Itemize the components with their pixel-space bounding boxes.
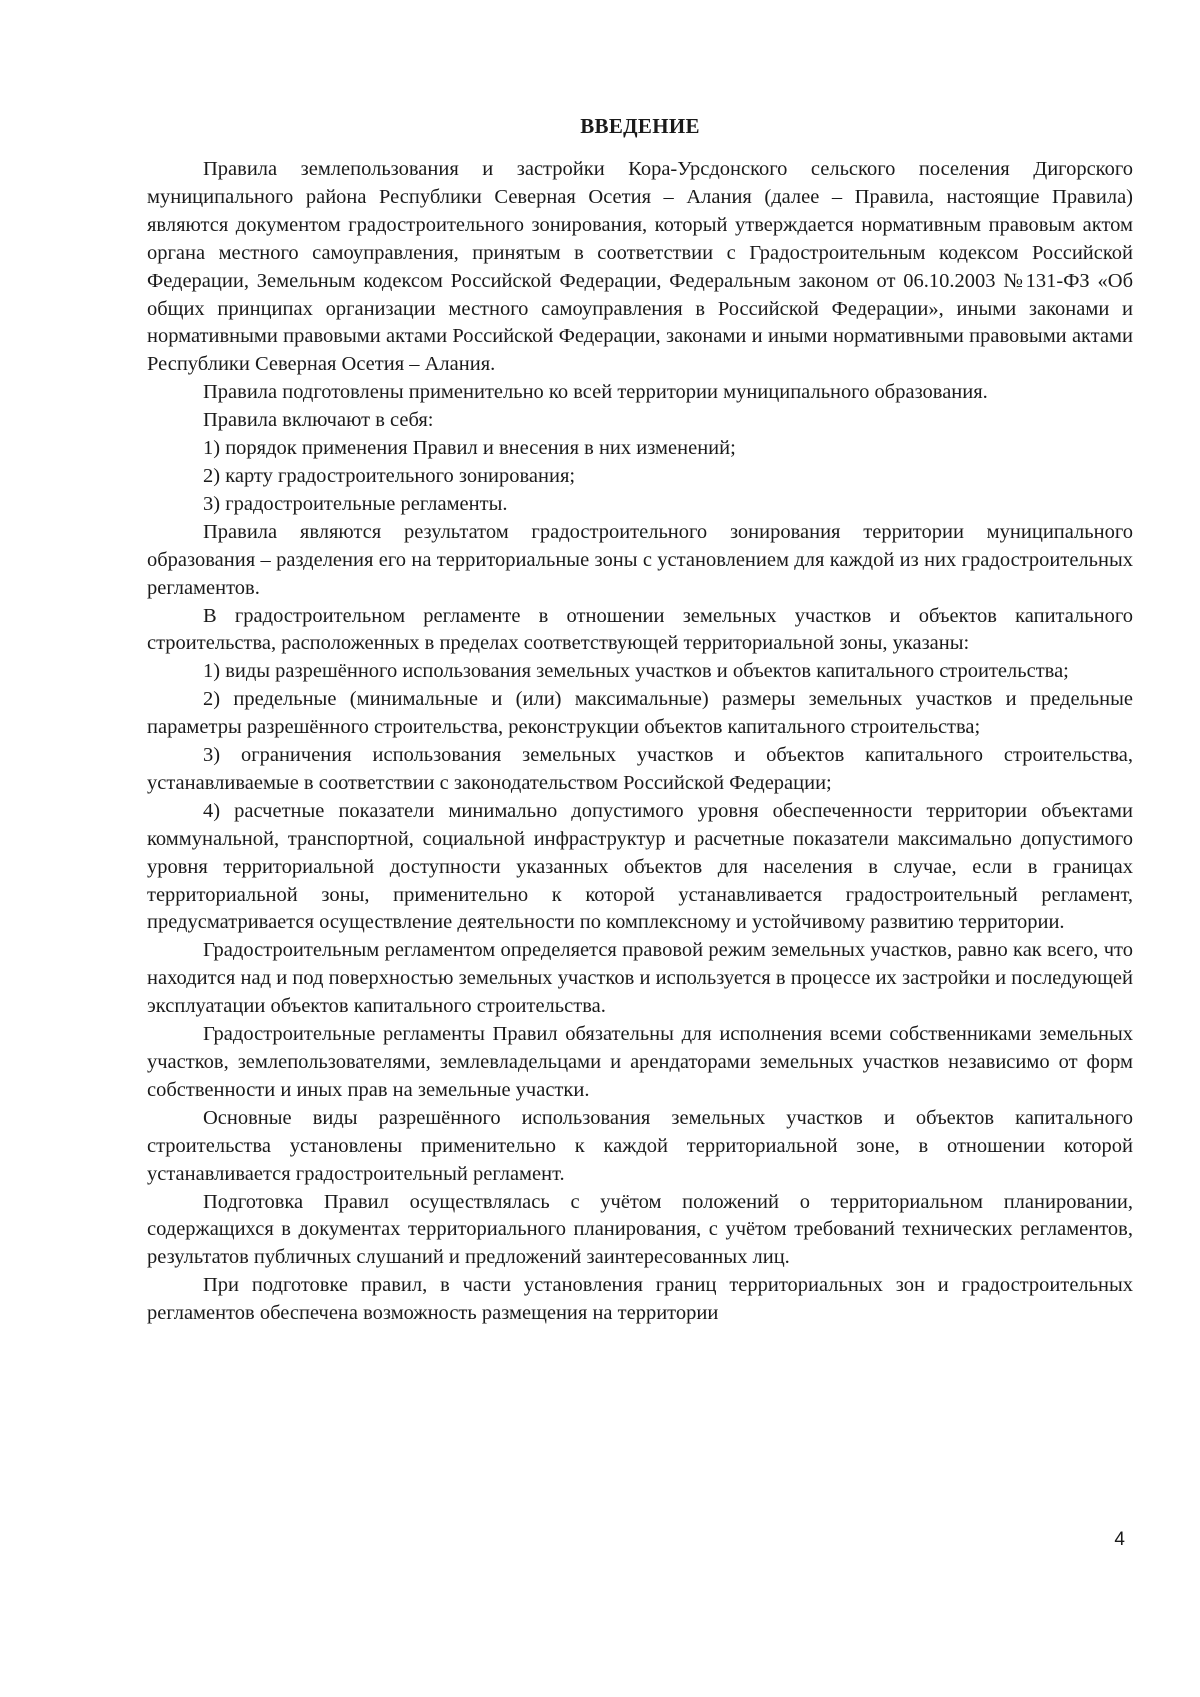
paragraph-mandatory: Градостроительные регламенты Правил обязательны для исполнения всеми собственниками земельных участков, землепользователями, землевладельцами и арендаторами земельных участков независимо от форм собственности и иных прав на земельные участки. (147, 1023, 1133, 1101)
paragraph-scope: Правила подготовлены применительно ко всей территории муниципального образования. (203, 381, 988, 404)
list-item-restrictions: 3) ограничения использования земельных участков и объектов капитального строительства, устанавливаемые в соответствии с законодательством Российской Федерации; (147, 744, 1133, 794)
list-item-calculated-indicators: 4) расчетные показатели минимально допустимого уровня обеспеченности территории объектами коммунальной, транспортной, социальной инфраструктур и расчетные показатели максимально допустимого уровня территориальной доступности указанных объектов для населения в случае, если в границах территориальной зоны, применительно к которой устанавливается градостроительный регламент, предусматривается осуществление деятельности по комплексному и устойчивому развитию территории. (147, 799, 1133, 934)
paragraph-intro: Правила землепользования и застройки Кора-Урсдонского сельского поселения Дигорского муниципального района Республики Северная Осетия – Алания (далее – Правила, настоящие Правила) являются документом градостроительного зонирования, который утверждается нормативным правовым актом органа местного самоуправления, принятым в соответствии с Градостроительным кодексом Российской Федерации, Земельным кодексом Российской Федерации, Федеральным законом от 06.10.2003 №131-ФЗ «Об общих принципах организации местного самоуправления в Российской Федерации», иными законами и нормативными правовыми актами Российской Федерации, законами и иными нормативными правовыми актами Республики Северная Осетия – Алания. (147, 158, 1133, 376)
paragraph-regulation-specifies: В градостроительном регламенте в отношении земельных участков и объектов капитального строительства, расположенных в пределах соответствующей территориальной зоны, указаны: (147, 604, 1133, 655)
list-item-zoning-map: 2) карту градостроительного зонирования; (203, 464, 576, 487)
list-item-limit-sizes: 2) предельные (минимальные и (или) максимальные) размеры земельных участков и предельные параметры разрешённого строительства, реконструкции объектов капитального строительства; (147, 688, 1133, 739)
paragraph-contents-lead: Правила включают в себя: (203, 409, 434, 432)
paragraph-boundaries: При подготовке правил, в части установления границ территориальных зон и градостроительных регламентов обеспечена возможность размещения на территории (147, 1274, 1133, 1325)
document-title: ВВЕДЕНИЕ (580, 114, 700, 138)
paragraph-main-uses: Основные виды разрешённого использования земельных участков и объектов капитального строительства установлены применительно к каждой территориальной зоне, в отношении которой устанавливается градостроительный регламент. (147, 1106, 1133, 1185)
list-item-permitted-uses: 1) виды разрешённого использования земельных участков и объектов капитального строительства; (203, 660, 1069, 683)
paragraph-legal-regime: Градостроительным регламентом определяется правовой режим земельных участков, равно как всего, что находится над и под поверхностью земельных участков и используется в процессе их застройки и последующей эксплуатации объектов капитального строительства. (147, 939, 1133, 1018)
list-item-procedure: 1) порядок применения Правил и внесения в них изменений; (203, 437, 736, 460)
page-number: 4 (1114, 1529, 1125, 1550)
list-item-regulations: 3) градостроительные регламенты. (203, 492, 508, 515)
paragraph-preparation: Подготовка Правил осуществлялась с учётом положений о территориальном планировании, содержащихся в документах территориального планирования, с учётом требований технических регламентов, результатов публичных слушаний и предложений заинтересованных лиц. (147, 1190, 1133, 1269)
document-page (147, 112, 1133, 1328)
paragraph-result: Правила являются результатом градостроительного зонирования территории муниципального образования – разделения его на территориальные зоны с установлением для каждой из них градостроительных регламентов. (147, 520, 1133, 599)
